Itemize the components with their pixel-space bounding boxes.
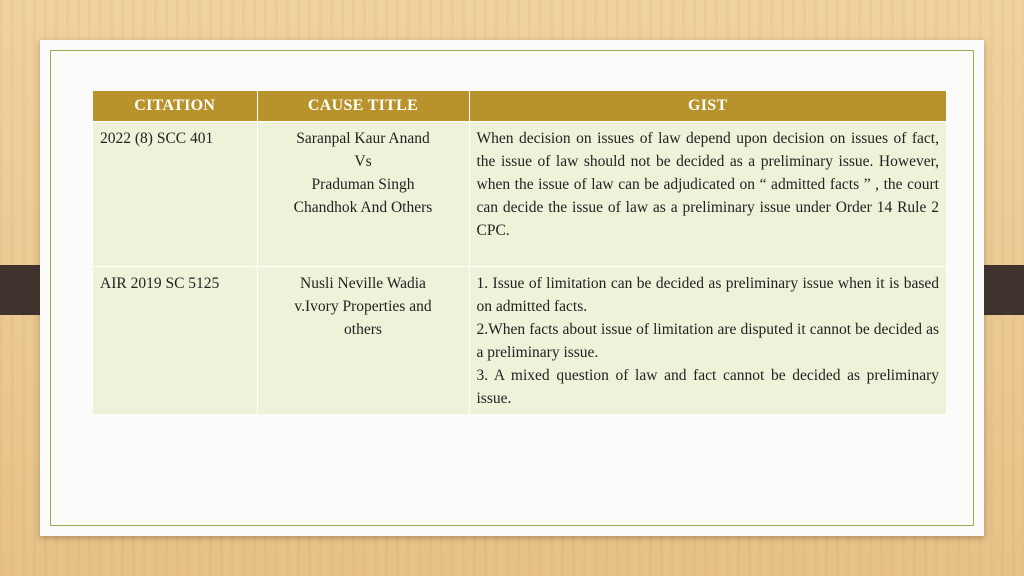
cause-title-line: Vs <box>354 153 372 170</box>
cause-title-cell <box>257 267 469 415</box>
header-gist: GIST <box>469 91 946 122</box>
gist-point: 1. Issue of limitation can be decided as preliminary issue when it is based on admitted facts. <box>476 275 939 315</box>
gist-cell <box>469 122 946 267</box>
table-header-row <box>93 91 946 122</box>
table-row <box>93 122 946 267</box>
cause-title-line: others <box>344 321 382 338</box>
gist-point: 2.When facts about issue of limitation are disputed it cannot be decided as a preliminary issue. <box>476 321 939 361</box>
cause-title-line: Chandhok And Others <box>293 199 433 216</box>
cause-title-line: Saranpal Kaur Anand <box>296 130 430 147</box>
gist-text: When decision on issues of law depend upon decision on issues of fact, the issue of law should not be decided as a preliminary issue. However, when the issue of law can be adjudicated on “ admitted facts ” , the court can decide the issue of law as a preliminary issue under Order 14 Rule 2 CPC. <box>476 130 939 239</box>
cause-title-line: Praduman Singh <box>311 176 415 193</box>
gist-point: 3. A mixed question of law and fact cannot be decided as preliminary issue. <box>476 367 939 407</box>
slide-panel <box>40 40 984 536</box>
header-cause-title: CAUSE TITLE <box>257 91 469 122</box>
cause-title-line: Nusli Neville Wadia <box>300 275 426 292</box>
cause-title-cell <box>257 122 469 267</box>
gist-cell <box>469 267 946 415</box>
citation-cell: AIR 2019 SC 5125 <box>93 267 257 415</box>
citation-cell: 2022 (8) SCC 401 <box>93 122 257 267</box>
cause-title-line: v.Ivory Properties and <box>294 298 432 315</box>
table-row <box>93 267 946 415</box>
case-law-table <box>93 91 946 414</box>
header-citation: CITATION <box>93 91 257 122</box>
